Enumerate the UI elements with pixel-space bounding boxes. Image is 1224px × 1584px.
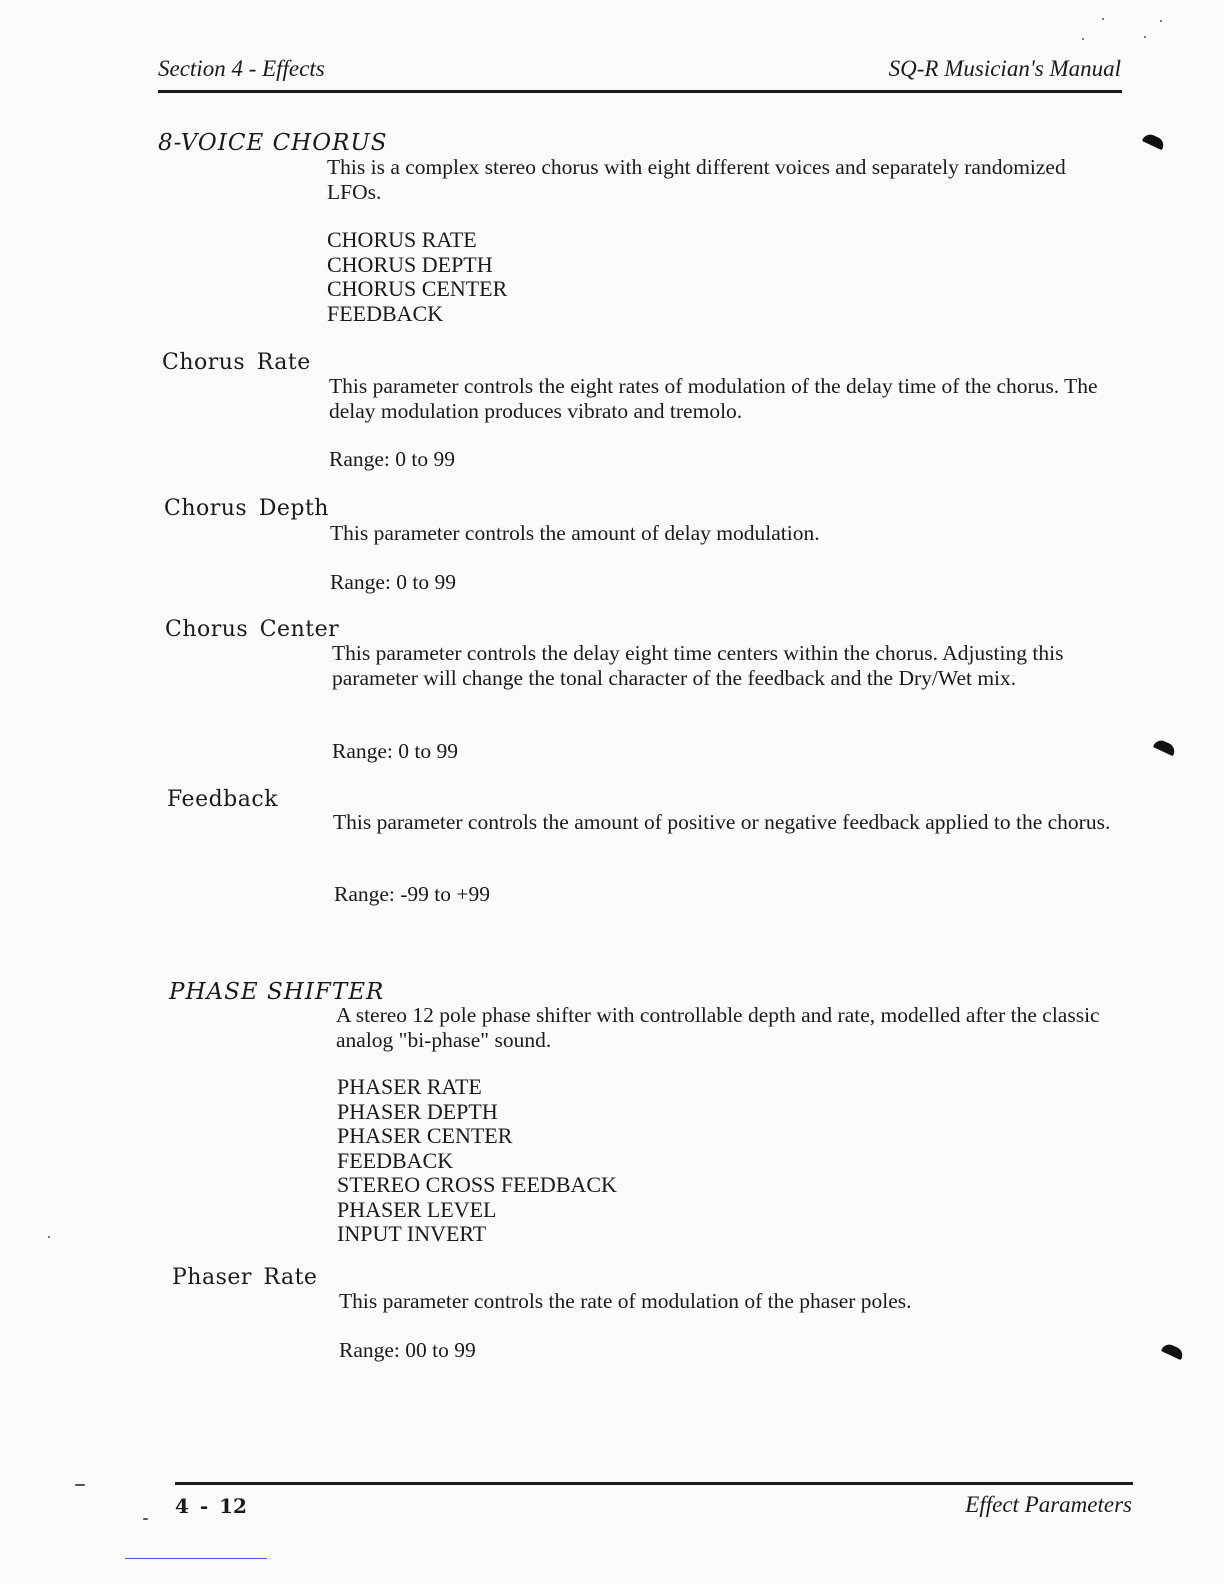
margin-mark <box>1153 738 1177 756</box>
footer-rule <box>175 1482 1133 1485</box>
phaser-intro-text: A stereo 12 pole phase shifter with controllable depth and rate, modelled after the classic analog "bi-phase" sound. <box>336 1003 1100 1052</box>
chorus-rate-desc: This parameter controls the eight rates of modulation of the delay time of the chorus. The delay modulation produces vibrato and tremolo. <box>329 374 1098 423</box>
scan-speck <box>1144 36 1146 38</box>
phaser-rate-range: Range: 00 to 99 <box>339 1338 476 1362</box>
feedback-block <box>333 810 1133 835</box>
chorus-param-item: CHORUS RATE <box>327 227 477 252</box>
phaser-rate-desc: This parameter controls the rate of modulation of the phaser poles. <box>339 1289 912 1313</box>
chorus-rate-block <box>329 374 1099 424</box>
scan-edge-line <box>125 1558 267 1559</box>
header-manual-title: SQ-R Musician's Manual <box>888 56 1121 81</box>
margin-mark <box>1142 132 1166 150</box>
chorus-intro-text: This is a complex stereo chorus with eight different voices and separately randomized LFOs. <box>327 155 1066 204</box>
phaser-param-item: PHASER RATE <box>337 1074 482 1099</box>
param-title-chorus-depth: Chorus Depth <box>164 496 329 521</box>
chorus-param-item: CHORUS CENTER <box>327 276 508 301</box>
param-title-chorus-center: Chorus Center <box>165 617 340 642</box>
scan-speck <box>75 1484 85 1486</box>
feedback-range: Range: -99 to +99 <box>334 882 491 906</box>
chorus-param-item: FEEDBACK <box>327 300 444 326</box>
chorus-param-list <box>327 228 507 326</box>
chorus-center-range: Range: 0 to 99 <box>332 739 458 763</box>
scan-speck <box>1102 18 1104 20</box>
scan-speck <box>48 1236 50 1238</box>
footer-section-label: Effect Parameters <box>965 1492 1132 1517</box>
margin-mark <box>1161 1342 1185 1360</box>
scan-speck <box>1082 38 1084 40</box>
param-title-phaser-rate: Phaser Rate <box>172 1265 318 1290</box>
phaser-param-item: FEEDBACK <box>337 1147 454 1173</box>
section-title-phaser: PHASE SHIFTER <box>169 979 385 1005</box>
chorus-depth-desc: This parameter controls the amount of delay modulation. <box>330 521 820 545</box>
header-rule <box>158 90 1122 93</box>
section-title-chorus: 8-VOICE CHORUS <box>158 130 388 156</box>
phaser-param-list <box>337 1075 617 1247</box>
param-title-chorus-rate: Chorus Rate <box>162 350 311 375</box>
phaser-intro <box>336 1003 1136 1053</box>
phaser-param-item: STEREO CROSS FEEDBACK <box>337 1172 617 1197</box>
chorus-center-block <box>332 641 1122 691</box>
chorus-rate-range: Range: 0 to 99 <box>329 447 455 471</box>
phaser-param-item: PHASER CENTER <box>337 1123 513 1148</box>
phaser-param-item: PHASER LEVEL <box>337 1196 497 1222</box>
feedback-desc: This parameter controls the amount of positive or negative feedback applied to the chorus. <box>333 810 1111 834</box>
scan-speck <box>143 1518 148 1520</box>
phaser-param-item: INPUT INVERT <box>337 1221 487 1246</box>
page-number: 4 - 12 <box>175 1494 247 1518</box>
chorus-center-desc: This parameter controls the delay eight time centers within the chorus. Adjusting this parameter will change the tonal character of the feedback and the Dry/Wet mix. <box>332 641 1064 690</box>
chorus-depth-range: Range: 0 to 99 <box>330 570 456 594</box>
phaser-param-item: PHASER DEPTH <box>337 1098 498 1124</box>
chorus-param-item: CHORUS DEPTH <box>327 251 493 277</box>
header-section-label: Section 4 - Effects <box>158 56 325 81</box>
param-title-feedback: Feedback <box>167 787 279 812</box>
chorus-intro <box>327 155 1087 205</box>
scan-speck <box>1160 20 1162 22</box>
